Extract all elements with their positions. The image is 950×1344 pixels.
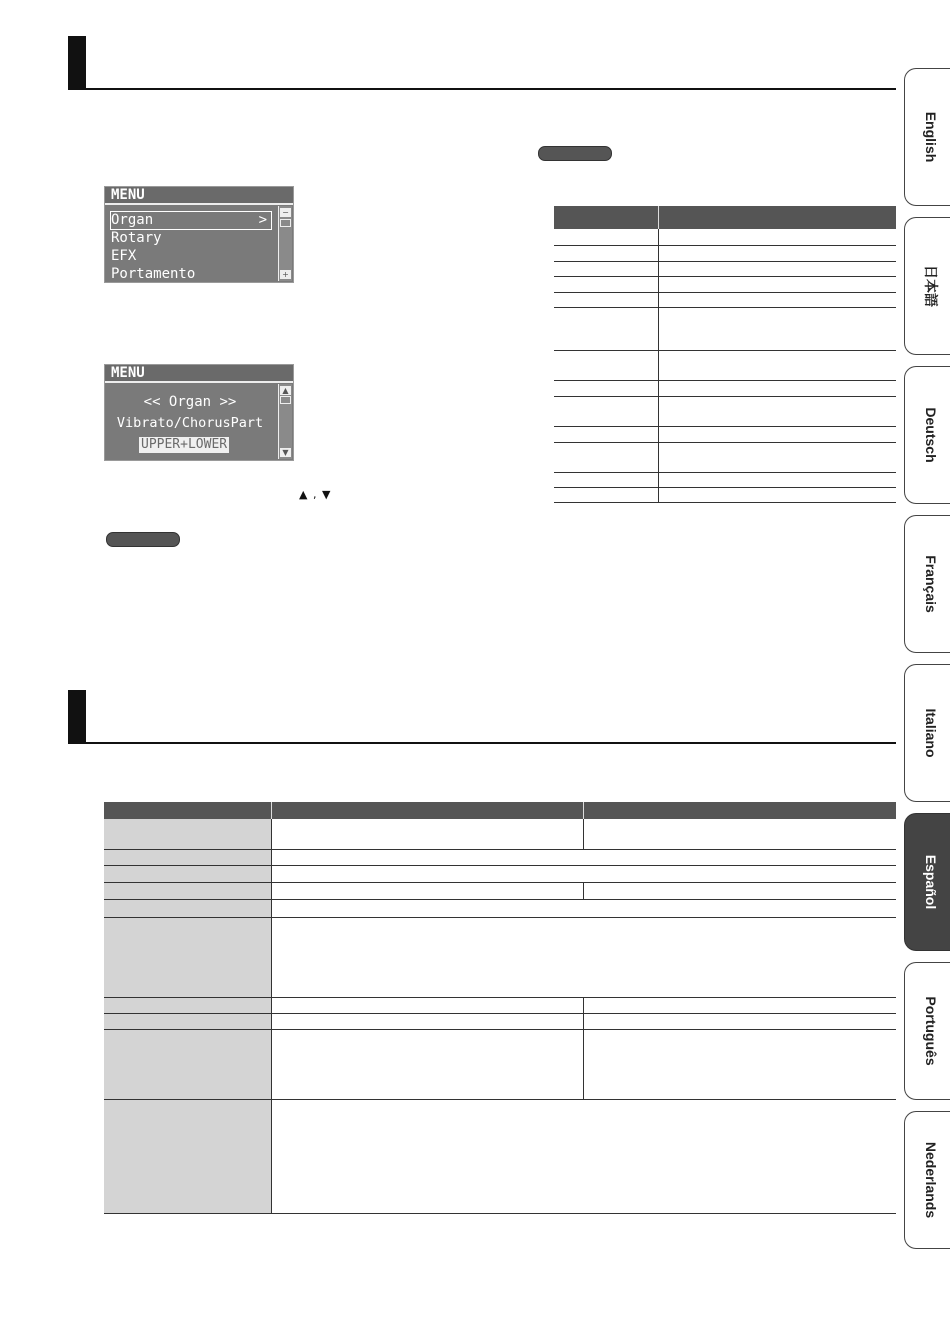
section-1-rule [68,88,896,90]
arrow-separator: , [313,488,317,501]
table-row [104,997,896,998]
table-row [554,292,896,293]
section-1-marker [68,36,86,90]
tab-espanol[interactable] [904,813,950,951]
scroll-up-icon[interactable]: ▲ [280,386,291,395]
menu-item-portamento[interactable]: Portamento [111,266,196,281]
tab-francais[interactable] [904,515,950,653]
spec-value-divider [583,819,584,849]
spec-table-header [104,802,896,819]
menu-item-rotary[interactable]: Rotary [111,230,162,246]
table-row [104,882,896,883]
tab-portugues[interactable] [904,962,950,1100]
up-arrow-icon: ▲ [299,488,308,501]
table-row [104,899,896,900]
table-row [104,1013,896,1014]
tab-japanese-label: 日本語 [922,265,938,307]
table-row [104,1029,896,1030]
tab-japanese[interactable] [904,217,950,355]
menu-item-organ[interactable] [110,211,272,230]
spec-table-header-divider [583,802,584,819]
scroll-thumb[interactable] [280,396,291,404]
table-row [554,472,896,473]
table-row [104,1099,896,1100]
spec-value-divider [583,997,584,1099]
table-row [554,276,896,277]
tab-deutsch[interactable] [904,366,950,504]
scroll-thumb[interactable] [280,219,291,227]
spec-value-divider [583,882,584,899]
table-row [554,350,896,351]
table-row [554,487,896,488]
section-2-rule [68,742,896,744]
tab-english[interactable] [904,68,950,206]
tab-nederlands-label: Nederlands [923,1141,939,1219]
menu-scrollbar[interactable] [278,206,292,281]
spec-table-header-divider [271,802,272,819]
organ-screen [104,364,294,461]
table-row [104,917,896,918]
organ-screen-parameter: Vibrato/ChorusPart [116,415,264,431]
organ-screen-header: << Organ >> [143,394,237,410]
organ-screen-title: MENU [105,365,293,383]
table-row [554,261,896,262]
organ-scrollbar[interactable] [278,384,292,459]
table-row [554,442,896,443]
scroll-plus-icon[interactable]: + [280,270,291,279]
table-row [554,396,896,397]
section-2-marker [68,690,86,744]
table-row [104,865,896,866]
parameter-table-header-divider [658,206,659,229]
organ-screen-value[interactable]: UPPER+LOWER [141,437,228,452]
chevron-right-icon: > [258,212,267,228]
menu-screen-title: MENU [105,187,293,205]
table-row [554,502,896,503]
tab-espanol-label: Español [923,854,939,910]
down-arrow-icon: ▼ [322,488,331,501]
tab-italiano-label: Italiano [923,708,939,758]
spec-label-divider [271,819,272,1214]
note-pill-right [538,146,612,161]
table-row [554,426,896,427]
table-row [104,1213,896,1214]
menu-item-efx[interactable]: EFX [111,248,137,264]
menu-screen [104,186,294,283]
parameter-table-header [554,206,896,229]
tab-francais-label: Français [923,555,939,613]
specifications-table [104,802,896,1214]
tab-italiano[interactable] [904,664,950,802]
note-pill-left [106,532,180,547]
scroll-minus-icon[interactable]: − [280,208,291,217]
spec-label-column [104,819,271,1214]
scroll-down-icon[interactable]: ▼ [280,448,291,457]
parameter-table [554,206,896,503]
table-row [554,245,896,246]
table-row [554,307,896,308]
tab-english-label: English [923,111,939,163]
table-row [554,380,896,381]
menu-item-organ-label: Organ [111,212,154,228]
table-row [104,849,896,850]
tab-nederlands[interactable] [904,1111,950,1249]
tab-portugues-label: Português [923,996,939,1066]
parameter-table-divider [658,229,659,503]
tab-deutsch-label: Deutsch [923,407,939,463]
